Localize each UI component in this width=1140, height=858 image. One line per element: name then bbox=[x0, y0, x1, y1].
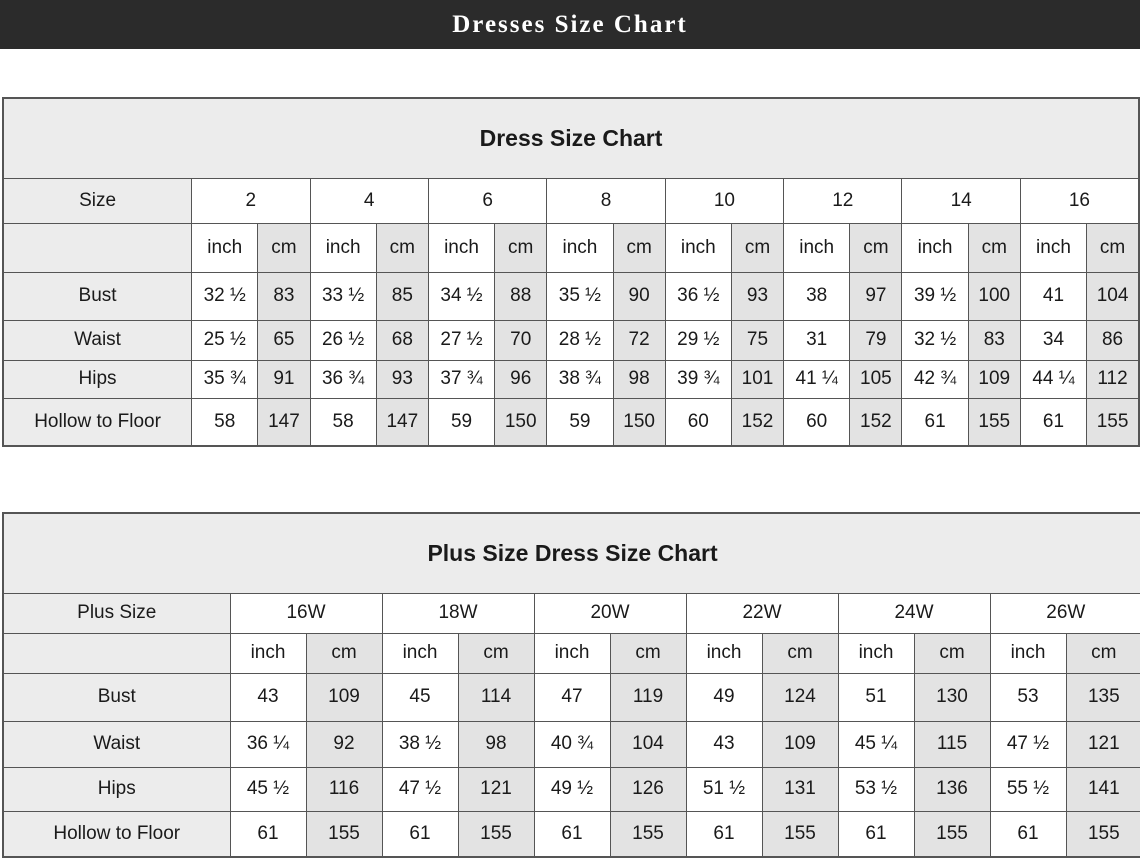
cell-inch: 61 bbox=[534, 811, 610, 857]
cell-cm: 131 bbox=[762, 767, 838, 811]
cell-inch: 61 bbox=[230, 811, 306, 857]
cell-cm: 147 bbox=[258, 398, 310, 446]
cell-cm: 130 bbox=[914, 673, 990, 721]
cell-inch: 61 bbox=[686, 811, 762, 857]
cell-cm: 79 bbox=[850, 320, 902, 360]
cell-cm: 155 bbox=[1087, 398, 1139, 446]
cell-cm: 119 bbox=[610, 673, 686, 721]
cell-inch: 25 ½ bbox=[192, 320, 258, 360]
cell-cm: 121 bbox=[1066, 721, 1140, 767]
cell-inch: 32 ½ bbox=[902, 320, 968, 360]
unit-cm: cm bbox=[306, 633, 382, 673]
cell-cm: 109 bbox=[968, 360, 1020, 398]
cell-cm: 155 bbox=[762, 811, 838, 857]
cell-inch: 45 ½ bbox=[230, 767, 306, 811]
cell-cm: 98 bbox=[613, 360, 665, 398]
cell-inch: 39 ¾ bbox=[665, 360, 731, 398]
empty-cell bbox=[3, 633, 230, 673]
cell-cm: 93 bbox=[376, 360, 428, 398]
cell-cm: 104 bbox=[1087, 272, 1139, 320]
cell-cm: 152 bbox=[731, 398, 783, 446]
cell-cm: 152 bbox=[850, 398, 902, 446]
unit-inch: inch bbox=[547, 223, 613, 272]
cell-inch: 38 ½ bbox=[382, 721, 458, 767]
unit-inch: inch bbox=[428, 223, 494, 272]
unit-cm: cm bbox=[610, 633, 686, 673]
cell-inch: 53 bbox=[990, 673, 1066, 721]
unit-inch: inch bbox=[382, 633, 458, 673]
cell-cm: 86 bbox=[1087, 320, 1139, 360]
banner-title: Dresses Size Chart bbox=[452, 10, 688, 38]
size-header: 8 bbox=[547, 178, 665, 223]
cell-inch: 31 bbox=[784, 320, 850, 360]
cell-inch: 40 ¾ bbox=[534, 721, 610, 767]
unit-inch: inch bbox=[230, 633, 306, 673]
size-header: 14 bbox=[902, 178, 1020, 223]
table-title-row bbox=[3, 513, 1140, 593]
cell-inch: 38 bbox=[784, 272, 850, 320]
table-row-waist bbox=[3, 721, 1140, 767]
cell-cm: 150 bbox=[613, 398, 665, 446]
cell-inch: 49 bbox=[686, 673, 762, 721]
unit-inch: inch bbox=[665, 223, 731, 272]
size-header: 20W bbox=[534, 593, 686, 633]
cell-cm: 100 bbox=[968, 272, 1020, 320]
row-label: Hips bbox=[3, 767, 230, 811]
plus-size-chart-table bbox=[2, 512, 1140, 858]
cell-cm: 135 bbox=[1066, 673, 1140, 721]
size-label: Plus Size bbox=[3, 593, 230, 633]
cell-cm: 83 bbox=[968, 320, 1020, 360]
size-header: 18W bbox=[382, 593, 534, 633]
unit-cm: cm bbox=[258, 223, 310, 272]
cell-inch: 41 bbox=[1020, 272, 1086, 320]
cell-inch: 33 ½ bbox=[310, 272, 376, 320]
unit-cm: cm bbox=[850, 223, 902, 272]
cell-inch: 41 ¼ bbox=[784, 360, 850, 398]
row-label: Bust bbox=[3, 673, 230, 721]
cell-inch: 34 ½ bbox=[428, 272, 494, 320]
unit-cm: cm bbox=[376, 223, 428, 272]
cell-inch: 42 ¾ bbox=[902, 360, 968, 398]
empty-cell bbox=[3, 223, 192, 272]
cell-inch: 26 ½ bbox=[310, 320, 376, 360]
cell-inch: 34 bbox=[1020, 320, 1086, 360]
cell-cm: 88 bbox=[495, 272, 547, 320]
cell-inch: 47 ½ bbox=[990, 721, 1066, 767]
cell-inch: 61 bbox=[902, 398, 968, 446]
cell-inch: 47 ½ bbox=[382, 767, 458, 811]
cell-cm: 115 bbox=[914, 721, 990, 767]
cell-cm: 85 bbox=[376, 272, 428, 320]
cell-cm: 70 bbox=[495, 320, 547, 360]
cell-inch: 27 ½ bbox=[428, 320, 494, 360]
cell-inch: 60 bbox=[665, 398, 731, 446]
cell-cm: 104 bbox=[610, 721, 686, 767]
unit-cm: cm bbox=[613, 223, 665, 272]
table-row-waist bbox=[3, 320, 1139, 360]
cell-inch: 58 bbox=[192, 398, 258, 446]
size-header: 26W bbox=[990, 593, 1140, 633]
table-title: Dress Size Chart bbox=[3, 98, 1139, 178]
cell-inch: 38 ¾ bbox=[547, 360, 613, 398]
row-label: Bust bbox=[3, 272, 192, 320]
unit-cm: cm bbox=[495, 223, 547, 272]
size-header: 16 bbox=[1020, 178, 1139, 223]
cell-cm: 92 bbox=[306, 721, 382, 767]
cell-inch: 36 ¾ bbox=[310, 360, 376, 398]
row-label: Hips bbox=[3, 360, 192, 398]
cell-cm: 124 bbox=[762, 673, 838, 721]
cell-cm: 155 bbox=[914, 811, 990, 857]
unit-cm: cm bbox=[968, 223, 1020, 272]
cell-inch: 61 bbox=[382, 811, 458, 857]
cell-cm: 155 bbox=[1066, 811, 1140, 857]
row-label: Hollow to Floor bbox=[3, 398, 192, 446]
cell-inch: 32 ½ bbox=[192, 272, 258, 320]
cell-cm: 136 bbox=[914, 767, 990, 811]
unit-cm: cm bbox=[458, 633, 534, 673]
cell-inch: 45 ¼ bbox=[838, 721, 914, 767]
cell-cm: 98 bbox=[458, 721, 534, 767]
cell-inch: 53 ½ bbox=[838, 767, 914, 811]
cell-cm: 109 bbox=[762, 721, 838, 767]
cell-inch: 28 ½ bbox=[547, 320, 613, 360]
cell-inch: 36 ½ bbox=[665, 272, 731, 320]
cell-cm: 90 bbox=[613, 272, 665, 320]
size-header: 22W bbox=[686, 593, 838, 633]
table-row-hollow-to-floor bbox=[3, 811, 1140, 857]
page-banner bbox=[0, 0, 1140, 49]
cell-cm: 147 bbox=[376, 398, 428, 446]
cell-cm: 155 bbox=[306, 811, 382, 857]
cell-inch: 43 bbox=[686, 721, 762, 767]
unit-inch: inch bbox=[990, 633, 1066, 673]
table-row-bust bbox=[3, 272, 1139, 320]
cell-inch: 61 bbox=[990, 811, 1066, 857]
cell-cm: 93 bbox=[731, 272, 783, 320]
cell-inch: 59 bbox=[428, 398, 494, 446]
row-label: Hollow to Floor bbox=[3, 811, 230, 857]
cell-inch: 36 ¼ bbox=[230, 721, 306, 767]
unit-cm: cm bbox=[1066, 633, 1140, 673]
table-row-hollow-to-floor bbox=[3, 398, 1139, 446]
table-title-row bbox=[3, 98, 1139, 178]
cell-cm: 97 bbox=[850, 272, 902, 320]
cell-inch: 60 bbox=[784, 398, 850, 446]
table-title: Plus Size Dress Size Chart bbox=[3, 513, 1140, 593]
unit-header-row bbox=[3, 633, 1140, 673]
cell-inch: 29 ½ bbox=[665, 320, 731, 360]
cell-inch: 37 ¾ bbox=[428, 360, 494, 398]
cell-inch: 47 bbox=[534, 673, 610, 721]
unit-header-row bbox=[3, 223, 1139, 272]
row-label: Waist bbox=[3, 721, 230, 767]
unit-inch: inch bbox=[784, 223, 850, 272]
cell-inch: 55 ½ bbox=[990, 767, 1066, 811]
table-row-hips bbox=[3, 767, 1140, 811]
size-header: 12 bbox=[784, 178, 902, 223]
cell-cm: 72 bbox=[613, 320, 665, 360]
unit-inch: inch bbox=[838, 633, 914, 673]
cell-cm: 109 bbox=[306, 673, 382, 721]
cell-cm: 155 bbox=[458, 811, 534, 857]
cell-cm: 68 bbox=[376, 320, 428, 360]
unit-cm: cm bbox=[914, 633, 990, 673]
cell-inch: 51 bbox=[838, 673, 914, 721]
unit-inch: inch bbox=[1020, 223, 1086, 272]
unit-inch: inch bbox=[686, 633, 762, 673]
cell-inch: 39 ½ bbox=[902, 272, 968, 320]
unit-inch: inch bbox=[534, 633, 610, 673]
cell-cm: 155 bbox=[968, 398, 1020, 446]
cell-inch: 35 ¾ bbox=[192, 360, 258, 398]
size-header: 24W bbox=[838, 593, 990, 633]
cell-cm: 101 bbox=[731, 360, 783, 398]
cell-cm: 114 bbox=[458, 673, 534, 721]
cell-cm: 112 bbox=[1087, 360, 1139, 398]
table-row-bust bbox=[3, 673, 1140, 721]
cell-inch: 35 ½ bbox=[547, 272, 613, 320]
size-header-row bbox=[3, 593, 1140, 633]
cell-cm: 96 bbox=[495, 360, 547, 398]
cell-inch: 61 bbox=[838, 811, 914, 857]
cell-inch: 61 bbox=[1020, 398, 1086, 446]
cell-cm: 65 bbox=[258, 320, 310, 360]
size-header: 2 bbox=[192, 178, 310, 223]
size-header: 6 bbox=[428, 178, 546, 223]
size-header-row bbox=[3, 178, 1139, 223]
cell-inch: 49 ½ bbox=[534, 767, 610, 811]
cell-cm: 116 bbox=[306, 767, 382, 811]
cell-inch: 51 ½ bbox=[686, 767, 762, 811]
unit-inch: inch bbox=[902, 223, 968, 272]
unit-cm: cm bbox=[731, 223, 783, 272]
unit-cm: cm bbox=[762, 633, 838, 673]
cell-cm: 105 bbox=[850, 360, 902, 398]
cell-cm: 126 bbox=[610, 767, 686, 811]
cell-inch: 58 bbox=[310, 398, 376, 446]
size-header: 16W bbox=[230, 593, 382, 633]
cell-cm: 150 bbox=[495, 398, 547, 446]
cell-cm: 91 bbox=[258, 360, 310, 398]
cell-inch: 59 bbox=[547, 398, 613, 446]
unit-inch: inch bbox=[192, 223, 258, 272]
cell-cm: 75 bbox=[731, 320, 783, 360]
cell-cm: 121 bbox=[458, 767, 534, 811]
table-row-hips bbox=[3, 360, 1139, 398]
cell-inch: 44 ¼ bbox=[1020, 360, 1086, 398]
unit-cm: cm bbox=[1087, 223, 1139, 272]
cell-cm: 155 bbox=[610, 811, 686, 857]
cell-cm: 83 bbox=[258, 272, 310, 320]
row-label: Waist bbox=[3, 320, 192, 360]
size-header: 10 bbox=[665, 178, 783, 223]
cell-inch: 45 bbox=[382, 673, 458, 721]
dress-size-chart-table bbox=[2, 97, 1140, 447]
size-header: 4 bbox=[310, 178, 428, 223]
cell-inch: 43 bbox=[230, 673, 306, 721]
size-label: Size bbox=[3, 178, 192, 223]
unit-inch: inch bbox=[310, 223, 376, 272]
cell-cm: 141 bbox=[1066, 767, 1140, 811]
